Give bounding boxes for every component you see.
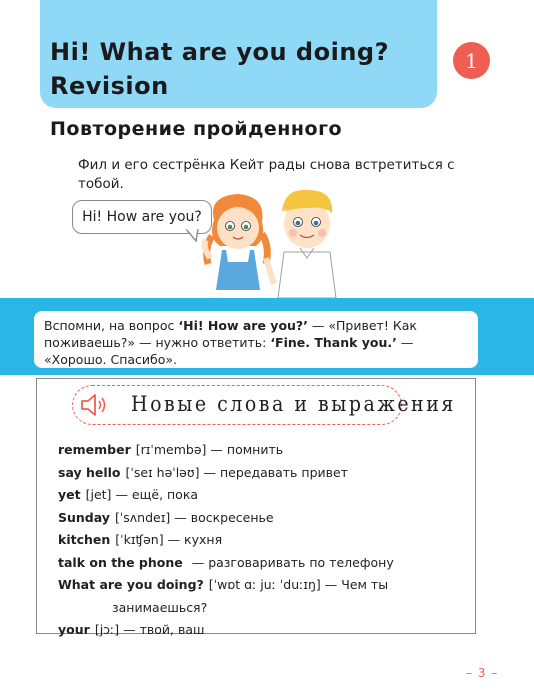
kids-illustration xyxy=(196,186,346,298)
vocab-item xyxy=(58,462,468,485)
unit-number-badge: 1 xyxy=(453,42,490,79)
intro-text: Фил и его сестрёнка Кейт рады снова встретиться с тобой. xyxy=(78,157,455,192)
girl-illustration xyxy=(205,194,274,290)
vocab-word: yet xyxy=(58,487,81,502)
vocab-transcription: [rɪˈmembə] xyxy=(135,442,207,457)
vocab-item xyxy=(58,552,468,575)
vocab-translation: — помнить xyxy=(210,442,284,457)
vocab-transcription: [jɔː] xyxy=(94,622,120,637)
vocab-item xyxy=(58,619,468,642)
vocab-item xyxy=(58,484,468,507)
speech-bubble-text: Hi! How are you? xyxy=(82,209,202,225)
speaker-icon[interactable] xyxy=(80,393,110,417)
vocabulary-heading: Новые слова и выражения xyxy=(131,391,456,417)
vocab-item xyxy=(58,529,468,552)
vocab-transcription: [ˈsʌndeɪ] xyxy=(114,509,171,525)
section-subtitle: Повторение пройденного xyxy=(50,118,343,140)
vocab-transcription: [jet] xyxy=(85,487,112,502)
tip-text-2: — «Привет! Как поживаешь?» — нужно ответить: xyxy=(44,318,417,350)
vocabulary-list xyxy=(58,439,468,642)
vocab-word: kitchen xyxy=(58,532,111,547)
vocab-word: Sunday xyxy=(58,509,110,525)
vocab-word: talk on the phone xyxy=(58,554,183,570)
vocab-item xyxy=(58,574,468,597)
tip-question: ‘Hi! How are you?’ xyxy=(178,318,308,333)
vocab-item xyxy=(58,439,468,462)
vocab-transcription: [ˈkɪʧən] xyxy=(115,532,164,547)
vocab-translation: — ещё, пока xyxy=(115,487,199,502)
vocab-translation: — твой, ваш xyxy=(123,622,205,637)
vocab-translation: — передавать привет xyxy=(203,464,348,480)
vocab-item xyxy=(58,507,468,530)
vocab-word: say hello xyxy=(58,464,121,480)
vocab-translation: — Чем ты xyxy=(324,577,389,592)
vocab-transcription: [ˈwɒt ɑː juː ˈduːɪŋ] xyxy=(208,577,321,592)
page-title-revision: Revision xyxy=(50,72,169,100)
tip-answer: ‘Fine. Thank you.’ xyxy=(270,335,397,350)
vocab-translation: — кухня xyxy=(167,532,223,547)
vocab-word: What are you doing? xyxy=(58,577,204,592)
vocab-translation: занимаешься? xyxy=(112,599,208,615)
vocab-translation: — воскресенье xyxy=(174,509,274,525)
vocab-word: remember xyxy=(58,442,131,457)
vocab-translation: — разговаривать по телефону xyxy=(191,554,394,570)
tip-text-3: — «Хорошо. Спасибо». xyxy=(44,335,414,367)
vocab-word: your xyxy=(58,622,90,637)
page-title: Hi! What are you doing? xyxy=(50,38,390,66)
tip-box xyxy=(34,311,478,368)
vocab-item-continuation xyxy=(58,597,468,620)
page-number: – 3 – xyxy=(466,666,499,680)
vocab-transcription: [ˈseɪ həˈləʊ] xyxy=(125,464,200,480)
tip-text-1: Вспомни, на вопрос xyxy=(44,318,179,333)
boy-illustration xyxy=(278,190,336,298)
